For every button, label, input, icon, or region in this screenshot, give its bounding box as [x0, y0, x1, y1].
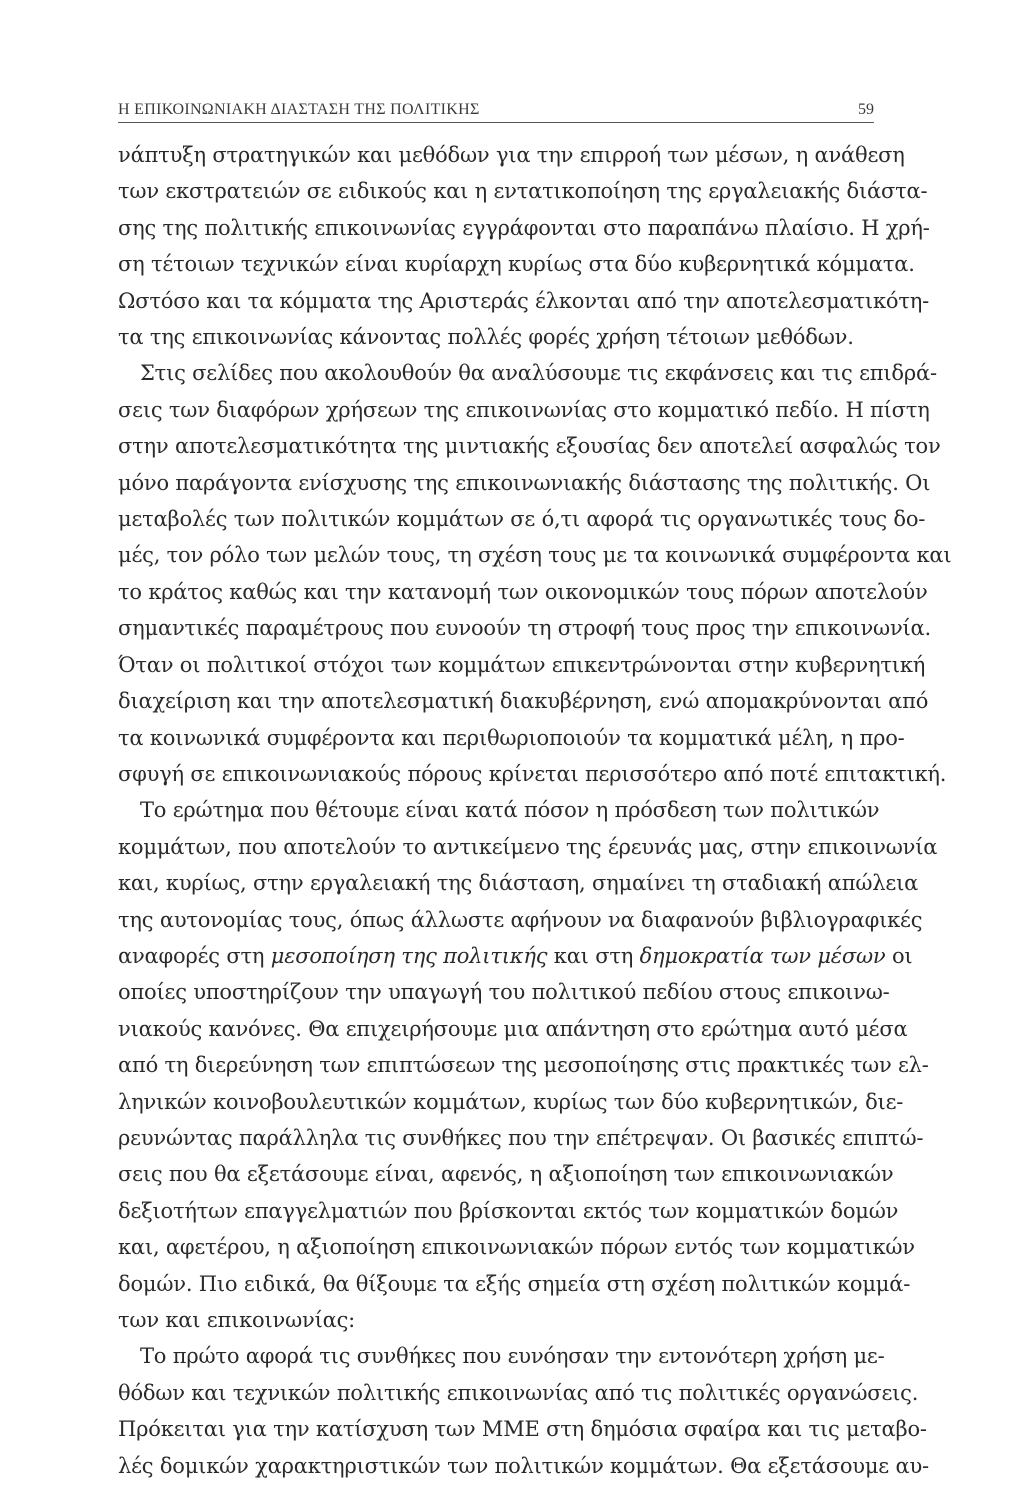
- text-line: Ωστόσο και τα κόμματα της Αριστεράς έλκονται από την αποτελεσματικότη-: [118, 288, 930, 313]
- text-line: μόνο παράγοντα ενίσχυσης της επικοινωνιακής διάστασης της πολιτικής. Οι: [118, 470, 931, 495]
- text-line: Το ερώτημα που θέτουμε είναι κατά πόσον η πρόσδεση των πολιτικών: [140, 798, 880, 823]
- text-line: θόδων και τεχνικών πολιτικής επικοινωνίας από τις πολιτικές οργανώσεις.: [118, 1380, 919, 1405]
- text-line: Όταν οι πολιτικοί στόχοι των κομμάτων επικεντρώνονται στην κυβερνητική: [118, 652, 926, 677]
- text-line: σεις που θα εξετάσουμε είναι, αφενός, η αξιοποίηση των επικοινωνιακών: [118, 1162, 894, 1187]
- text-line: και, αφετέρου, η αξιοποίηση επικοινωνιακών πόρων εντός των κομματικών: [118, 1235, 915, 1260]
- text-line: το κράτος καθώς και την κατανομή των οικονομικών τους πόρων αποτελούν: [118, 579, 928, 604]
- text-line: ληνικών κοινοβουλευτικών κομμάτων, κυρίως των δύο κυβερνητικών, διε-: [118, 1089, 904, 1114]
- paragraph: [118, 1338, 929, 1484]
- text-line: σεις των διαφόρων χρήσεων της επικοινωνίας στο κομματικό πεδίο. Η πίστη: [118, 397, 930, 422]
- text-line: λές δομικών χαρακτηριστικών των πολιτικών κομμάτων. Θα εξετάσουμε αυ-: [118, 1453, 929, 1478]
- text-line: δομών. Πιο ειδικά, θα θίξουμε τα εξής σημεία στη σχέση πολιτικών κομμά-: [118, 1271, 911, 1296]
- text-line: νιακούς κανόνες. Θα επιχειρήσουμε μια απάντηση στο ερώτημα αυτό μέσα: [118, 1016, 908, 1041]
- book-page: [118, 95, 952, 1484]
- text-line: μεταβολές των πολιτικών κομμάτων σε ό,τι αφορά τις οργανωτικές τους δο-: [118, 507, 926, 532]
- text-line: ρευνώντας παράλληλα τις συνθήκες που την επέτρεψαν. Οι βασικές επιπτώ-: [118, 1125, 924, 1150]
- text-line: Στις σελίδες που ακολουθούν θα αναλύσουμε τις εκφάνσεις και τις επιδρά-: [140, 361, 937, 386]
- paragraph: [118, 137, 930, 355]
- text-line: των και επικοινωνίας:: [118, 1308, 356, 1332]
- text-line: και, κυρίως, στην εργαλειακή της διάσταση, σημαίνει τη σταδιακή απώλεια: [118, 871, 919, 896]
- text-line: Πρόκειται για την κατίσχυση των ΜΜΕ στη δημόσια σφαίρα και τις μεταβο-: [118, 1417, 927, 1442]
- text-line: τα κοινωνικά συμφέροντα και περιθωριοποιούν τα κομματικά μέλη, η προ-: [118, 725, 905, 750]
- page-number: 59: [858, 101, 874, 118]
- text-line: τα της επικοινωνίας κάνοντας πολλές φορές χρήση τέτοιων μεθόδων.: [118, 325, 854, 350]
- text-line: σφυγή σε επικοινωνιακούς πόρους κρίνεται περισσότερο από ποτέ επιτακτική.: [118, 761, 947, 786]
- text-line: διαχείριση και την αποτελεσματική διακυβέρνηση, ενώ απομακρύνονται από: [118, 689, 929, 714]
- text-line: μές, τον ρόλο των μελών τους, τη σχέση τους με τα κοινωνικά συμφέροντα και: [118, 543, 952, 568]
- text-line: οποίες υποστηρίζουν την υπαγωγή του πολιτικού πεδίου στους επικοινω-: [118, 980, 890, 1005]
- text-line: της αυτονομίας τους, όπως άλλωστε αφήνουν να διαφανούν βιβλιογραφικές: [118, 907, 923, 932]
- text-line: Το πρώτο αφορά τις συνθήκες που ευνόησαν την εντονότερη χρήση με-: [140, 1344, 885, 1369]
- body-text: [118, 137, 952, 1484]
- text-line: από τη διερεύνηση των επιπτώσεων της μεσοποίησης στις πρακτικές των ελ-: [118, 1053, 929, 1078]
- text-line: αναφορές στη μεσοποίηση της πολιτικής και στη δημοκρατία των μέσων οι: [118, 943, 913, 968]
- text-line: κομμάτων, που αποτελούν το αντικείμενο της έρευνάς μας, στην επικοινωνία: [118, 834, 938, 859]
- text-line: νάπτυξη στρατηγικών και μεθόδων για την επιρροή των μέσων, η ανάθεση: [118, 143, 905, 167]
- text-line: δεξιοτήτων επαγγελματιών που βρίσκονται εκτός των κομματικών δομών: [118, 1198, 899, 1223]
- running-header: [118, 95, 874, 123]
- text-line: ση τέτοιων τεχνικών είναι κυρίαρχη κυρίως στα δύο κυβερνητικά κόμματα.: [118, 252, 915, 277]
- paragraph: [118, 355, 952, 792]
- paragraph: [118, 792, 938, 1338]
- text-line: σημαντικές παραμέτρους που ευνοούν τη στροφή τους προς την επικοινωνία.: [118, 616, 932, 641]
- header-title: Η ΕΠΙΚΟΙΝΩΝΙΑΚΗ ΔΙΑΣΤΑΣΗ ΤΗΣ ΠΟΛΙΤΙΚΗΣ: [118, 101, 480, 118]
- text-line: των εκστρατειών σε ειδικούς και η εντατικοποίηση της εργαλειακής διάστα-: [118, 179, 928, 204]
- text-line: στην αποτελεσματικότητα της μιντιακής εξουσίας δεν αποτελεί ασφαλώς τον: [118, 434, 941, 459]
- text-line: σης της πολιτικής επικοινωνίας εγγράφονται στο παραπάνω πλαίσιο. Η χρή-: [118, 215, 930, 240]
